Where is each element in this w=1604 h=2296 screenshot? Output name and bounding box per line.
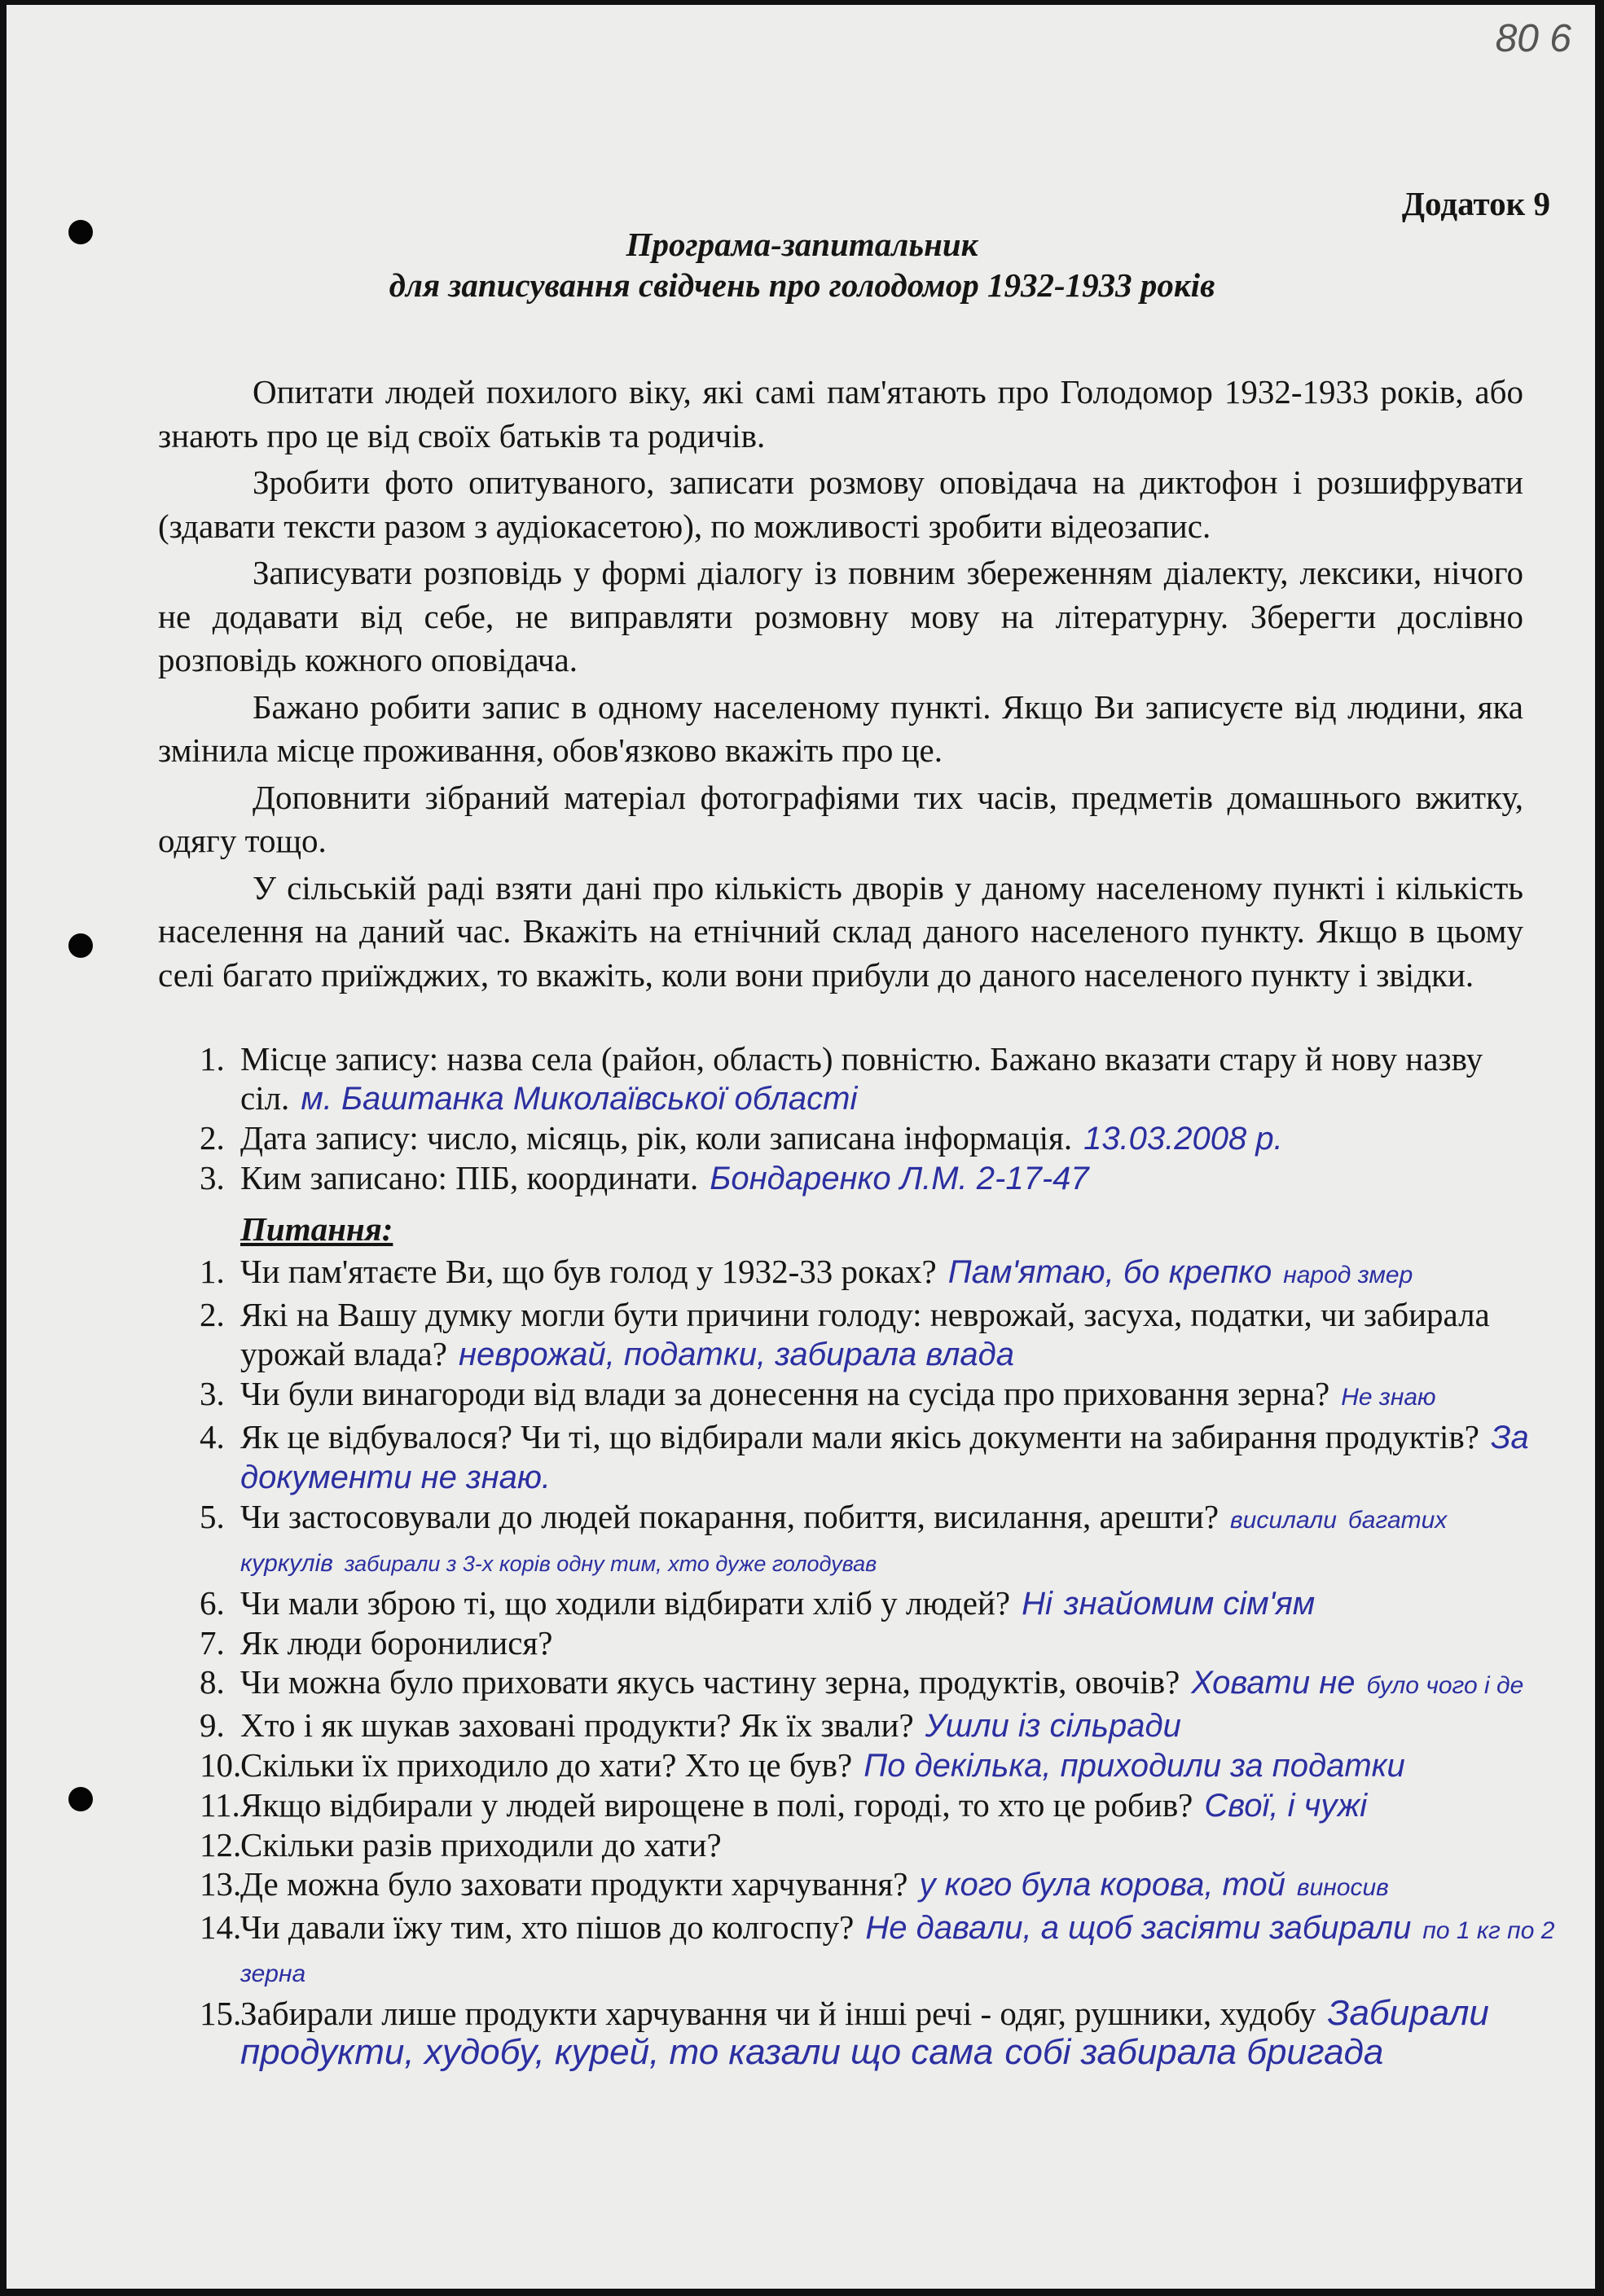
question: 1. Чи пам'ятаєте Ви, що був голод у 1932-33 роках? Пам'ятаю, бо крепко народ змер: [200, 1253, 1413, 1290]
question: 15. Забирали лише продукти харчування чи й інші речі - одяг, рушники, худобу Забирали продукти, худобу, курей, то казали що сама собі забирала бригада: [200, 1993, 1489, 2072]
questions-heading: Питання:: [240, 1210, 393, 1248]
question: 7. Як люди боронилися?: [200, 1624, 553, 1662]
handwritten-answer: Не давали, а щоб засіяти забирали: [865, 1910, 1412, 1946]
question: 5. Чи застосовували до людей покарання, побиття, висилання, арешти? висилали багатих куркулів забирали з 3-х корів одну тим, хто дуже голодував: [200, 1498, 1448, 1577]
record-info: [200, 1039, 1580, 1198]
appendix-label: Додаток 9: [1401, 185, 1550, 222]
question: 9. Хто і як шукав заховані продукти? Як їх звали? Ушли із сільради: [200, 1706, 1181, 1744]
record-number: 1.: [200, 1040, 225, 1078]
record-label-cont: нову назву сіл.: [240, 1040, 1483, 1117]
record-label: Ким записано: ПІБ, координати.: [240, 1159, 699, 1196]
handwritten-answer: по 1 кг по 2 зерна: [240, 1917, 1555, 1987]
question: 6. Чи мали зброю ті, що ходили відбирати хліб у людей? Ні знайомим сім'ям: [200, 1584, 1316, 1622]
question: 8. Чи можна було приховати якусь частину зерна, продуктів, овочів? Ховати не було чого і де: [200, 1663, 1524, 1701]
document-subtitle: для записування свідчень про голодомор 1932-1933 років: [389, 266, 1215, 304]
handwritten-answer: За документи не знаю.: [240, 1420, 1529, 1495]
record-number: 2.: [200, 1119, 225, 1157]
handwritten-answer: забирали з 3-х корів одну тим, хто дуже голодував: [344, 1552, 877, 1576]
handwritten-answer: По декілька, приходили за податки: [864, 1748, 1405, 1784]
punch-hole: [68, 1787, 93, 1811]
document-body: [158, 371, 1580, 2072]
record-item: [200, 1039, 1580, 1118]
question: 14. Чи давали їжу тим, хто пішов до колгоспу? Не давали, а щоб засіяти забирали по 1 кг по 2 зерна: [200, 1908, 1555, 1987]
handwritten-answer: Ховати не: [1191, 1665, 1356, 1701]
record-item: [200, 1158, 1580, 1198]
instruction-paragraph: Доповнити зібраний матеріал фотографіями тих часів, предметів домашнього вжитку, одягу тощо.: [158, 778, 1523, 859]
record-label: Дата запису: число, місяць, рік, коли записана інформація.: [240, 1119, 1073, 1157]
question: 10. Скільки їх приходило до хати? Хто це був? По декілька, приходили за податки: [200, 1746, 1405, 1784]
question: 11. Якщо відбирали у людей вирощене в полі, городі, то хто це робив? Свої, і чужі: [200, 1786, 1368, 1824]
record-item: [200, 1118, 1580, 1158]
handwritten-answer: Не знаю: [1341, 1384, 1436, 1411]
handwritten-answer: у кого була корова, той: [919, 1867, 1285, 1903]
handwritten-answer: Ні: [1022, 1586, 1052, 1622]
handwritten-answer: неврожай, податки, забирала влада: [458, 1337, 1015, 1372]
handwritten-answer: виносив: [1296, 1874, 1389, 1901]
record-label: Місце запису: назва села (район, область) повністю. Бажано вказати стару й: [240, 1040, 1323, 1078]
question: 2. Які на Вашу думку могли бути причини голоду: неврожай, засуха, податки, чи забирала урожай влада? неврожай, податки, забирала влада: [200, 1296, 1490, 1372]
handwritten-answer: Бондаренко Л.М. 2-17-47: [710, 1161, 1089, 1196]
handwritten-answer: Свої, і чужі: [1204, 1788, 1368, 1824]
instruction-paragraph: Опитати людей похилого віку, які самі пам'ятають про Голодомор 1932-1933 років, або знають про це від своїх батьків та родичів.: [158, 373, 1523, 454]
archive-page-number: 80 6: [1495, 17, 1571, 60]
handwritten-answer: собі забирала бригада: [1004, 2032, 1384, 2072]
instruction-paragraph: У сільській раді взяти дані про кількість дворів у даному населеному пункті і кількість населення на даний час. Вкажіть на етнічний склад даного населеного пункту. Якщо в цьому селі багато приїжджих, то вкажіть, коли вони прибули до даного населеного пункту і звідки.: [158, 868, 1523, 994]
handwritten-answer: 13.03.2008 р.: [1083, 1121, 1283, 1157]
question: 3. Чи були винагороди від влади за донесення на сусіда про приховання зерна? Не знаю: [200, 1375, 1436, 1412]
instruction-paragraph: Бажано робити запис в одному населеному пункті. Якщо Ви записуєте від людини, яка змінила місце проживання, обов'язково вкажіть про це.: [158, 687, 1523, 769]
handwritten-answer: висилали: [1230, 1507, 1337, 1534]
record-number: 3.: [200, 1159, 225, 1196]
document-title: Програма-запитальник: [626, 226, 978, 263]
question: 13. Де можна було заховати продукти харчування? у кого була корова, той виносив: [200, 1865, 1389, 1903]
instruction-paragraph: Записувати розповідь у формі діалогу із повним збереженням діалекту, лексики, нічого не додавати від себе, не виправляти розмовну мову на літературну. Зберегти дослівно розповідь кожного оповідача.: [158, 554, 1523, 678]
instructions: [158, 371, 1523, 997]
handwritten-answer: багатих куркулів: [240, 1507, 1448, 1577]
question: 12. Скільки разів приходили до хати?: [200, 1826, 722, 1864]
handwritten-answer: Пам'ятаю, бо крепко: [947, 1254, 1272, 1290]
handwritten-answer: було чого і де: [1366, 1672, 1524, 1699]
handwritten-answer: Забирали продукти, худобу, курей, то казали що сама: [240, 1993, 1489, 2072]
handwritten-answer: м. Баштанка Миколаївської області: [301, 1081, 858, 1117]
handwritten-answer: знайомим сім'ям: [1063, 1586, 1316, 1622]
handwritten-answer: народ змер: [1283, 1262, 1413, 1288]
handwritten-answer: Ушли із сільради: [925, 1708, 1181, 1744]
instruction-paragraph: Зробити фото опитуваного, записати розмову оповідача на диктофон і розшифрувати (здавати тексти разом з аудіокасетою), по можливості зробити відеозапис.: [158, 463, 1523, 545]
punch-hole: [68, 933, 93, 958]
questions: [200, 1209, 1580, 2072]
question: 4. Як це відбувалося? Чи ті, що відбирали мали якісь документи на забирання продуктів? За документи не знаю.: [200, 1418, 1529, 1495]
